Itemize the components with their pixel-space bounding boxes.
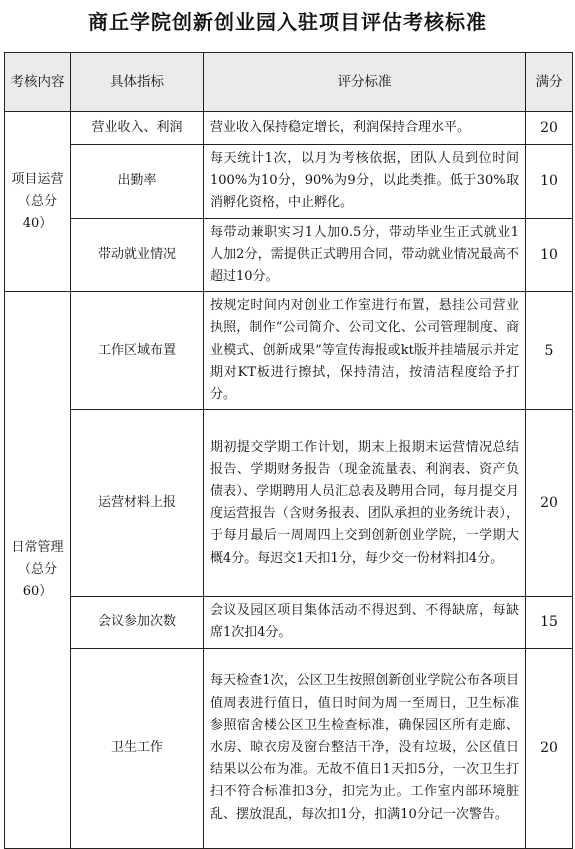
criteria-cell: 营业收入保持稳定增长，利润保持合理水平。 [204, 112, 526, 145]
header-row [5, 53, 573, 112]
score-cell: 20 [526, 112, 573, 145]
table-row [5, 410, 573, 597]
indicator-cell: 会议参加次数 [71, 597, 204, 648]
score-cell: 20 [526, 648, 573, 848]
header-criteria: 评分标准 [204, 53, 526, 112]
criteria-cell: 按规定时间内对创业工作室进行布置，悬挂公司营业执照，制作“公司简介、公司文化、公司管理制度、商业模式、创新成果”等宣传海报或kt版并挂墙展示并定期对KT板进行擦拭，保持清洁，按清洁程度给予打分。 [204, 292, 526, 410]
table-row [5, 597, 573, 648]
criteria-cell: 会议及园区项目集体活动不得迟到、不得缺席，每缺席1次扣4分。 [204, 597, 526, 648]
evaluation-table [4, 52, 573, 849]
table-row [5, 145, 573, 219]
indicator-cell: 运营材料上报 [71, 410, 204, 597]
page-title: 商丘学院创新创业园入驻项目评估考核标准 [88, 10, 487, 34]
indicator-cell: 卫生工作 [71, 648, 204, 848]
criteria-cell: 每带动兼职实习1人加0.5分，带动毕业生正式就业1人加2分，需提供正式聘用合同，带动就业情况最高不超过10分。 [204, 218, 526, 292]
score-cell: 5 [526, 292, 573, 410]
category-cell: 日常管理（总分60） [5, 292, 71, 848]
table-row [5, 112, 573, 145]
score-cell: 10 [526, 218, 573, 292]
header-category: 考核内容 [5, 53, 71, 112]
category-cell: 项目运营（总分40） [5, 112, 71, 292]
indicator-cell: 工作区域布置 [71, 292, 204, 410]
header-indicator: 具体指标 [71, 53, 204, 112]
score-cell: 10 [526, 145, 573, 219]
table-row [5, 648, 573, 848]
criteria-cell: 期初提交学期工作计划，期末上报期末运营情况总结报告、学期财务报告（现金流量表、利润表、资产负债表）、学期聘用人员汇总表及聘用合同，每月提交月度运营报告（含财务报表、团队承担的业务统计表），于每月最后一周周四上交到创新创业学院，一学期大概4分。每迟交1天扣1分，每少交一份材料扣4分。 [204, 410, 526, 597]
score-cell: 20 [526, 410, 573, 597]
criteria-cell: 每天统计1次，以月为考核依据，团队人员到位时间100%为10分，90%为9分，以此类推。低于30%取消孵化资格，中止孵化。 [204, 145, 526, 219]
table-row [5, 218, 573, 292]
indicator-cell: 营业收入、利润 [71, 112, 204, 145]
table-row [5, 292, 573, 410]
criteria-cell: 每天检查1次，公区卫生按照创新创业学院公布各项目值周表进行值日，值日时间为周一至周日，卫生标准参照宿舍楼公区卫生检查标准，确保园区所有走廊、水房、晾衣房及窗台整洁干净，没有垃圾，公区值日结果以公布为准。无故不值日1天扣5分，一次卫生打扫不符合标准扣3分，扣完为止。工作室内部环境脏乱、摆放混乱，每次扣1分，扣满10分记一次警告。 [204, 648, 526, 848]
header-score: 满分 [526, 53, 573, 112]
score-cell: 15 [526, 597, 573, 648]
indicator-cell: 带动就业情况 [71, 218, 204, 292]
indicator-cell: 出勤率 [71, 145, 204, 219]
